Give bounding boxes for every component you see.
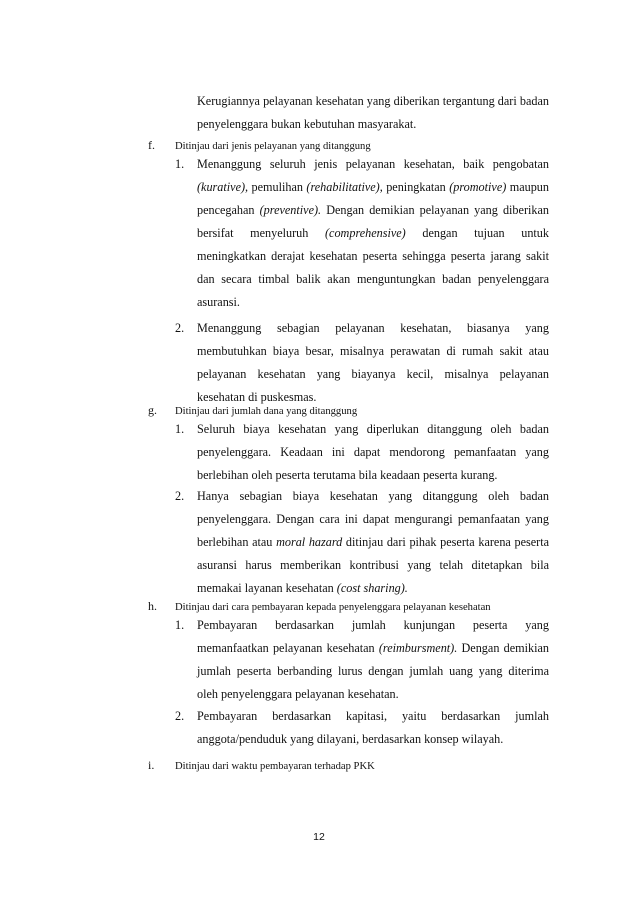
item-number: 2.: [175, 709, 185, 723]
text-run: Pembayaran berdasarkan jumlah kunjungan peserta yang memanfaatkan pelayanan kesehatan: [197, 618, 549, 655]
text-run: Dengan demikian pelayanan yang diberikan bersifat menyeluruh: [197, 203, 549, 240]
section-label: g.: [148, 403, 157, 417]
text-run: ditinjau dari pihak peserta karena peserta asuransi harus memberikan kontribusi yang telah ditetapkan bila memakai layanan kesehatan: [197, 535, 549, 595]
item-text: [197, 705, 549, 751]
item-number: 1.: [175, 157, 185, 171]
text-run: Menanggung sebagian pelayanan kesehatan, biasanya yang membutuhkan biaya besar, misalnya perawatan di rumah sakit atau pelayanan kesehatan yang biayanya kecil, misalnya pelayanan kesehatan di puskesmas.: [197, 321, 549, 404]
item-number: 2.: [175, 489, 185, 503]
section-label: f.: [148, 138, 155, 152]
item-number: 2.: [175, 321, 185, 335]
text-run: dengan tujuan untuk meningkatkan derajat kesehatan peserta sehingga peserta jarang sakit dan secara timbal balik akan menguntungkan badan penyelenggara asuransi.: [197, 226, 549, 309]
item-text: [197, 153, 549, 314]
page-number: 12: [313, 831, 325, 843]
text-run: Seluruh biaya kesehatan yang diperlukan ditanggung oleh badan penyelenggara. Keadaan ini dapat mendorong pemanfaatan yang berlebihan oleh peserta terutama bila keadaan peserta kurang.: [197, 422, 549, 482]
italic-term: moral hazard: [276, 535, 343, 549]
italic-term: (kurative),: [197, 180, 249, 194]
text-run: maupun pencegahan: [197, 180, 549, 217]
text-run: Hanya sebagian biaya kesehatan yang ditanggung oleh badan penyelenggara. Dengan cara ini dapat mengurangi pemanfaatan yang berlebihan atau: [197, 489, 549, 549]
list-item: [175, 317, 549, 409]
list-item: [175, 153, 549, 314]
item-number: 1.: [175, 618, 185, 632]
item-number: 1.: [175, 422, 185, 436]
section-label: i.: [148, 758, 155, 772]
list-item: [175, 614, 549, 706]
italic-term: (comprehensive): [324, 226, 406, 240]
text-run: pemulihan: [248, 180, 307, 194]
item-text: [197, 485, 549, 600]
section-heading-i: [148, 757, 375, 775]
item-text: [197, 418, 549, 487]
italic-term: (reimbursment).: [378, 641, 458, 655]
section-heading-text: Ditinjau dari jenis pelayanan yang ditanggung: [175, 141, 371, 152]
list-item: [175, 705, 549, 751]
section-label: h.: [148, 599, 157, 613]
text-run: Pembayaran berdasarkan kapitasi, yaitu berdasarkan jumlah anggota/penduduk yang dilayani, berdasarkan konsep wilayah.: [197, 709, 549, 746]
list-item: [175, 485, 549, 600]
section-heading-text: Ditinjau dari cara pembayaran kepada penyelenggara pelayanan kesehatan: [175, 602, 491, 613]
section-heading-text: Ditinjau dari jumlah dana yang ditanggung: [175, 406, 358, 417]
section-heading-text: Ditinjau dari waktu pembayaran terhadap PKK: [175, 761, 375, 772]
text-run: peningkatan: [382, 180, 450, 194]
italic-term: (preventive).: [259, 203, 322, 217]
item-text: [197, 317, 549, 409]
italic-term: (cost sharing).: [336, 581, 408, 595]
text-run: Menanggung seluruh jenis pelayanan kesehatan, baik pengobatan: [197, 157, 549, 171]
italic-term: (promotive): [449, 180, 507, 194]
text-run: Dengan demikian jumlah peserta berbanding lurus dengan jumlah uang yang diterima oleh penyelenggara pelayanan kesehatan.: [197, 641, 549, 701]
item-text: [197, 614, 549, 706]
list-item: [175, 418, 549, 487]
intro-paragraph: Kerugiannya pelayanan kesehatan yang diberikan tergantung dari badan penyelenggara bukan kebutuhan masyarakat.: [197, 94, 549, 131]
italic-term: (rehabilitative),: [306, 180, 383, 194]
